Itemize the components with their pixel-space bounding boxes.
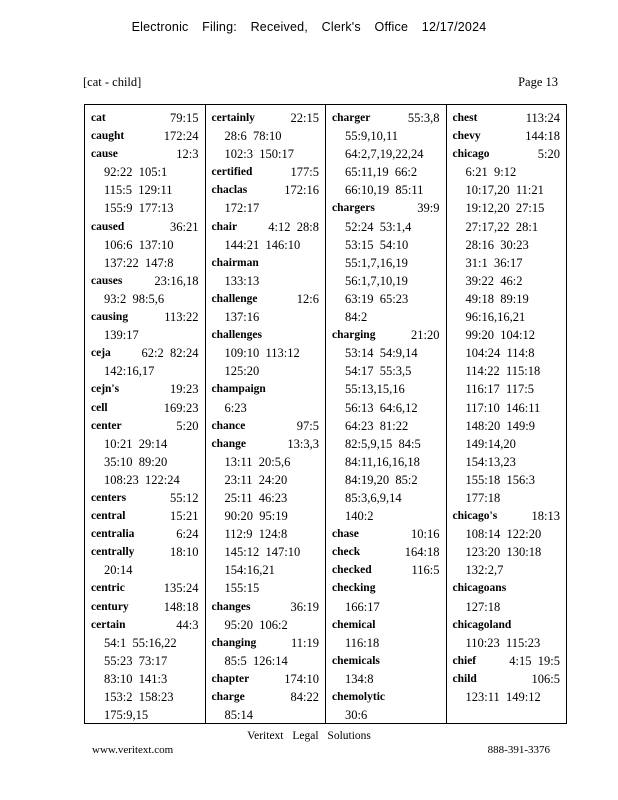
page-line-ref: 148:20 149:9 [465,418,535,433]
page-line-ref: 44:3 [176,617,199,632]
index-term: causes [91,274,123,287]
page-line-ref: 97:5 [296,418,319,433]
index-term: certain [91,618,126,631]
index-entry [91,272,205,308]
index-term: certified [211,166,253,179]
page-line-ref: 109:10 113:12 [224,346,300,361]
page-line-ref: 36:19 [290,599,319,614]
page-line-ref: 36:21 [170,219,199,234]
index-term: chance [211,419,246,432]
page-line-ref: 28:16 30:23 [465,237,529,252]
page-number: Page 13 [518,75,558,89]
page-line-ref: 10:21 29:14 [104,436,168,451]
entry-head [91,127,205,145]
index-entry [212,218,326,254]
page-line-ref: 23:11 24:20 [224,472,288,487]
page-line-ref: 49:18 89:19 [465,291,529,306]
index-term: chevy [452,130,481,143]
page-line-ref: 5:20 [176,418,199,433]
index-entry [91,598,205,616]
index-entry [212,688,326,724]
index-entry [91,344,205,380]
page-line-ref: 64:2,7,19,22,24 [345,147,424,162]
page-line-ref: 108:23 122:24 [104,472,180,487]
index-term: centric [91,582,125,595]
page-line-ref: 123:20 130:18 [465,545,542,560]
page-line-ref: 164:18 [404,545,440,560]
page-line-ref: 4:12 28:8 [268,219,319,234]
page-line-ref: 55:1,7,16,19 [345,255,408,270]
entry-head [212,670,326,688]
index-entry [212,598,326,634]
page-line-ref: 92:22 105:1 [104,165,168,180]
page-line-ref: 84:2 [345,310,368,325]
footer-website: www.veritext.com [92,744,174,756]
entry-head [453,616,567,634]
index-entry [91,489,205,507]
index-term: charger [332,112,371,124]
index-term: checking [332,582,376,595]
entry-head [212,435,326,453]
entry-head [91,218,205,236]
page-line-ref: 84:22 [290,690,319,704]
index-term: cejn's [91,383,120,396]
page-line-ref: 90:20 95:19 [224,509,288,524]
index-term: chemical [332,618,376,631]
page-line-ref: 12:3 [176,147,199,162]
page-line-ref: 85:5 126:14 [224,653,288,668]
index-entry [453,145,567,507]
index-term: change [211,437,246,450]
page-line-ref: 106:5 [531,671,560,686]
index-entry [212,109,326,163]
entry-head [332,543,446,561]
page-line-ref: 55:9,10,11 [345,129,399,144]
page-line-ref: 10:17,20 11:21 [465,183,544,198]
index-term: central [91,510,126,523]
page-line-ref: 172:16 [284,183,319,198]
index-entry [91,127,205,145]
entry-head [332,616,446,634]
entry-head [453,652,567,670]
index-term: centers [91,491,127,504]
page-line-ref: 4:15 19:5 [509,653,560,668]
index-term: child [452,672,477,685]
index-entry [453,652,567,670]
index-term: ceja [91,347,111,360]
page-line-ref: 144:18 [525,129,560,144]
index-term: chargers [332,202,375,215]
index-column [206,105,327,723]
entry-head [91,145,205,163]
index-entry [453,109,567,127]
index-term: challenges [211,329,262,342]
page-line-ref: 132:2,7 [465,563,504,578]
index-term: caused [91,220,125,233]
page-line-ref: 102:3 150:17 [224,147,294,162]
page-line-ref: 154:13,23 [465,454,516,469]
entry-head [453,127,567,145]
entry-head [453,670,567,688]
page-line-ref: 5:20 [537,147,560,162]
index-entry [91,399,205,417]
page-line-ref: 31:1 36:17 [465,255,523,270]
index-column [85,105,206,723]
page-range: [cat - child] [83,75,142,89]
index-term: check [332,546,361,559]
page-line-ref: 177:18 [465,490,501,505]
page-line-ref: 106:6 137:10 [104,237,174,252]
page-line-ref: 144:21 146:10 [224,237,301,252]
page-line-ref: 93:2 98:5,6 [104,291,165,306]
index-term: chairman [211,256,259,269]
entry-head [332,326,446,344]
page-line-ref: 21:20 [411,328,440,343]
index-term: chemicals [332,654,380,667]
entry-head [453,507,567,525]
index-entry [332,525,446,543]
page-line-ref: 110:23 115:23 [465,635,541,650]
index-term: checked [332,564,372,577]
entry-head [212,254,326,272]
entry-head [91,616,205,634]
entry-head [332,579,446,597]
index-term: challenge [211,292,258,305]
index-entry [332,688,446,724]
page-line-ref: 53:15 54:10 [345,237,409,252]
index-entry [91,380,205,398]
index-entry [332,561,446,579]
entry-head [91,598,205,616]
page-line-ref: 62:2 82:24 [141,346,199,361]
index-entry [212,417,326,435]
index-entry [91,616,205,725]
index-term: chair [211,220,238,233]
page-line-ref: 127:18 [465,599,501,614]
index-entry [332,199,446,326]
index-term: causing [91,311,129,324]
index-term: chief [452,654,477,667]
page-line-ref: 12:6 [296,291,319,306]
page-line-ref: 28:6 78:10 [224,129,282,144]
entry-head [212,417,326,435]
index-term: certainly [211,112,255,124]
index-entry [453,507,567,579]
index-entry [453,616,567,652]
page-line-ref: 10:16 [411,527,440,542]
index-term: center [91,419,122,432]
page-line-ref: 114:22 115:18 [465,364,541,379]
page-line-ref: 175:9,15 [104,708,149,723]
index-term: chase [332,528,359,541]
entry-head [453,109,567,127]
page-line-ref: 113:24 [525,111,560,125]
page-line-ref: 83:10 141:3 [104,671,168,686]
entry-head [91,344,205,362]
page-line-ref: 66:10,19 85:11 [345,183,424,198]
entry-head [332,688,446,706]
page-line-ref: 133:13 [224,273,260,288]
page-line-ref: 84:11,16,16,18 [345,454,420,469]
page-line-ref: 79:15 [170,111,199,125]
entry-head [453,579,567,597]
page-line-ref: 142:16,17 [104,364,155,379]
page-line-ref: 153:2 158:23 [104,690,174,704]
page-line-ref: 112:9 124:8 [224,527,288,542]
index-entry [332,109,446,199]
index-term: chicagoans [452,582,507,595]
index-entry [212,326,326,380]
page-line-ref: 155:15 [224,581,260,596]
page-line-ref: 18:10 [170,545,199,560]
page-line-ref: 172:24 [163,129,199,144]
entry-head [212,326,326,344]
index-entry [212,634,326,670]
page-line-ref: 54:17 55:3,5 [345,364,412,379]
page-line-ref: 19:23 [170,382,199,397]
index-term: cell [91,401,108,414]
page-line-ref: 53:14 54:9,14 [345,346,418,361]
entry-head [91,380,205,398]
index-term: champaign [211,383,266,396]
page-line-ref: 55:12 [170,490,199,505]
page-line-ref: 23:16,18 [154,273,199,288]
page-line-ref: 113:22 [164,310,199,325]
index-entry [332,652,446,688]
index-entry [453,127,567,145]
index-entry [212,435,326,598]
page-line-ref: 63:19 65:23 [345,291,409,306]
page-line-ref: 13:11 20:5,6 [224,454,291,469]
page-line-ref: 115:5 129:11 [104,183,173,198]
page-line-ref: 154:16,21 [224,563,275,578]
page-line-ref: 39:22 46:2 [465,273,523,288]
page-line-ref: 6:23 [224,400,247,415]
page-line-ref: 104:24 114:8 [465,346,535,361]
page-line-ref: 137:16 [224,310,260,325]
index-term: chemolytic [332,691,386,703]
entry-head [212,181,326,199]
page-line-ref: 99:20 104:12 [465,328,535,343]
entry-head [91,272,205,290]
index-term: cause [91,148,118,161]
entry-head [212,634,326,652]
page-line-ref: 65:11,19 66:2 [345,165,418,180]
index-entry [212,254,326,290]
page-line-ref: 116:17 117:5 [465,382,535,397]
page-line-ref: 54:1 55:16,22 [104,635,177,650]
index-term: chest [452,112,478,124]
entry-head [332,525,446,543]
page-line-ref: 155:9 177:13 [104,201,174,216]
index-entry [212,380,326,416]
page-line-ref: 6:21 9:12 [465,165,517,180]
entry-head [212,290,326,308]
entry-head [212,598,326,616]
entry-head [91,507,205,525]
page-line-ref: 172:17 [224,201,260,216]
page-line-ref: 15:21 [170,509,199,524]
page-line-ref: 18:13 [531,509,560,524]
entry-head [91,579,205,597]
index-entry [212,181,326,217]
index-entry [91,145,205,217]
page-line-ref: 169:23 [163,400,199,415]
page-line-ref: 137:22 147:8 [104,255,174,270]
index-term: centralia [91,528,135,541]
index-entry [332,579,446,615]
page-line-ref: 82:5,9,15 84:5 [345,436,421,451]
entry-head [91,525,205,543]
index-term: century [91,600,129,613]
index-term: changing [211,636,257,649]
entry-head [212,109,326,127]
entry-head [212,218,326,236]
page-line-ref: 19:12,20 27:15 [465,201,545,216]
index-term: chapter [211,672,250,685]
page-line-ref: 177:5 [290,165,319,180]
index-entry [332,543,446,561]
page-line-ref: 35:10 89:20 [104,454,168,469]
page-line-ref: 145:12 147:10 [224,545,301,560]
page-line-ref: 55:3,8 [407,111,440,125]
index-term: charge [211,691,245,703]
page-line-ref: 25:11 46:23 [224,490,288,505]
page-line-ref: 56:13 64:6,12 [345,400,418,415]
index-entry [453,670,567,706]
index-term: chicago [452,148,490,161]
entry-head [332,109,446,127]
page-line-ref: 56:1,7,10,19 [345,273,408,288]
page-line-ref: 95:20 106:2 [224,617,288,632]
page-line-ref: 96:16,16,21 [465,310,526,325]
index-term: chicagoland [452,618,512,631]
index-column [326,105,447,723]
page-line-ref: 13:3,3 [287,436,319,451]
page-line-ref: 85:14 [224,708,253,723]
index-term: chicago's [452,510,498,523]
page-line-ref: 52:24 53:1,4 [345,219,412,234]
page-line-ref: 174:10 [284,671,319,686]
entry-head [212,380,326,398]
index-term: centrally [91,546,135,559]
page-line-ref: 39:9 [417,201,440,216]
page-line-ref: 134:8 [345,671,374,686]
index-term: chaclas [211,184,248,197]
page-line-ref: 55:23 73:17 [104,653,168,668]
page-line-ref: 116:5 [411,563,440,578]
index-entry [91,308,205,344]
index-entry [453,579,567,615]
index-term: cat [91,112,106,124]
page-line-ref: 123:11 149:12 [465,690,541,704]
index-entry [212,163,326,181]
page-line-ref: 116:18 [345,635,380,650]
footer-company: Veritext Legal Solutions [247,730,371,742]
index-entry [212,290,326,326]
page-line-ref: 149:14,20 [465,436,516,451]
index-entry [332,616,446,652]
index-entry [212,670,326,688]
entry-head [91,399,205,417]
index-term: changes [211,600,251,613]
filing-stamp: Electronic Filing: Received, Clerk's Office 12/17/2024 [131,20,487,34]
page-line-ref: 85:3,6,9,14 [345,490,402,505]
entry-head [91,308,205,326]
index-entry [91,417,205,489]
index-entry [332,326,446,525]
index-column [447,105,567,723]
page-line-ref: 155:18 156:3 [465,472,535,487]
page-line-ref: 135:24 [163,581,199,596]
index-entry [91,218,205,272]
index-term: caught [91,130,125,143]
entry-head [91,543,205,561]
page-line-ref: 6:24 [176,527,199,542]
page-line-ref: 139:17 [104,328,139,343]
page-line-ref: 140:2 [345,509,374,524]
entry-head [453,145,567,163]
page-line-ref: 64:23 81:22 [345,418,409,433]
page-line-ref: 125:20 [224,364,260,379]
page-line-ref: 11:19 [290,635,319,650]
index-grid [84,104,567,724]
index-entry [91,109,205,127]
footer-phone: 888-391-3376 [487,744,550,756]
page-line-ref: 84:19,20 85:2 [345,472,418,487]
page-line-ref: 108:14 122:20 [465,527,542,542]
page-line-ref: 166:17 [345,599,380,614]
entry-head [332,652,446,670]
page-line-ref: 55:13,15,16 [345,382,405,397]
entry-head [332,199,446,217]
entry-head [332,561,446,579]
page-line-ref: 30:6 [345,708,368,723]
page-line-ref: 117:10 146:11 [465,400,541,415]
index-term: charging [332,329,376,342]
entry-head [91,109,205,127]
page-line-ref: 20:14 [104,563,133,578]
page-line-ref: 22:15 [290,111,319,125]
index-entry [91,543,205,579]
entry-head [91,417,205,435]
entry-head [212,688,326,706]
index-entry [91,525,205,543]
page-line-ref: 27:17,22 28:1 [465,219,539,234]
index-entry [91,507,205,525]
entry-head [91,489,205,507]
index-entry [91,579,205,597]
page-line-ref: 148:18 [163,599,199,614]
entry-head [212,163,326,181]
